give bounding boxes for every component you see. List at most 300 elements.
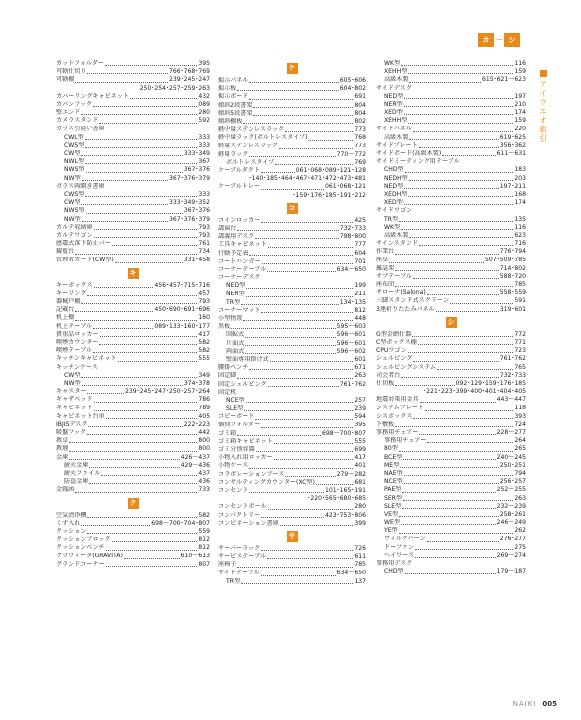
index-subentry (376, 536, 526, 544)
index-subentry (56, 175, 210, 183)
entry-label: キーボックス (56, 281, 93, 289)
entry-label: キッチンキャビネット (56, 355, 117, 363)
index-entry (218, 274, 366, 282)
index-entry (56, 364, 210, 372)
index-entry (376, 273, 526, 281)
page-numbers: ･159･176･185･191･212 (292, 191, 366, 199)
entry-label: クッションベンチ (56, 544, 105, 552)
entry-label: サイドパネル (376, 125, 413, 133)
leader-dots (112, 541, 198, 542)
entry-label: ガラス両開き書庫 (56, 182, 105, 190)
page-numbers: 734 (198, 248, 210, 256)
index-entry (376, 297, 526, 305)
index-subentry (376, 93, 526, 101)
index-subentry (56, 462, 210, 470)
leader-dots (262, 263, 354, 264)
index-subentry (56, 372, 210, 380)
page-numbers: 442 (198, 429, 210, 437)
page-numbers: 089 (198, 100, 210, 108)
page-numbers: 804 (354, 101, 366, 109)
page-numbers: 726 (354, 544, 366, 552)
entry-label: 軽量ステンレスラック (218, 142, 279, 150)
leader-dots (267, 271, 335, 272)
index-entry (376, 306, 526, 314)
page-numbers: 812 (354, 306, 366, 314)
leader-dots (81, 525, 150, 526)
entry-label: 事務用チェアー (384, 437, 427, 445)
leader-dots (81, 303, 197, 304)
leader-dots (255, 419, 353, 420)
page-numbers: ･221･223･399･400･401･404･405 (423, 388, 526, 396)
entry-label: サービステーブル (218, 553, 267, 561)
index-entry (56, 331, 210, 339)
index-entry (218, 487, 366, 495)
leader-dots (408, 196, 513, 197)
leader-dots (437, 369, 513, 370)
entry-label: 机上テーブル (56, 322, 93, 330)
index-entry (56, 437, 210, 445)
entry-label: CW型 (64, 371, 81, 379)
leader-dots (450, 303, 513, 304)
index-subentry (56, 470, 210, 478)
entry-label: WK型 (384, 223, 401, 231)
leader-dots (89, 483, 197, 484)
page-numbers: 699 (354, 446, 366, 454)
leader-dots (261, 312, 353, 313)
page-numbers: 417 (198, 330, 210, 338)
page-numbers: 399 (354, 519, 366, 527)
index-column-3 (376, 60, 526, 576)
entry-label: NWS型 (64, 166, 85, 174)
page-numbers: 116 (514, 223, 526, 231)
page-numbers: 761 (198, 240, 210, 248)
leader-dots (405, 172, 514, 173)
index-entry (376, 347, 526, 355)
page-number: 005 (542, 700, 557, 708)
page-numbers: 436 (198, 478, 210, 486)
leader-dots (267, 558, 353, 559)
entry-label: NCE型 (226, 396, 245, 404)
page-numbers: 425 (354, 216, 366, 224)
page-numbers: 228～277 (496, 429, 526, 437)
entry-label: ボルトレスタイプ (226, 158, 275, 166)
entry-label: 3連折りたたみパネル (376, 305, 435, 313)
leader-dots (249, 492, 324, 493)
leader-dots (85, 139, 198, 140)
leader-dots (261, 575, 336, 576)
page-numbers: 367･376･379 (169, 215, 210, 223)
entry-label: 座布団 (376, 281, 395, 289)
page-numbers: 615･621～623 (481, 76, 526, 84)
index-entry (56, 355, 210, 363)
leader-dots (401, 524, 496, 525)
entry-label: XEHH型 (384, 68, 408, 76)
entry-label: 管理者カード(CW型) (56, 256, 114, 264)
index-entry (218, 102, 366, 110)
page-numbers: 765 (514, 363, 526, 371)
entry-label: NAE型 (384, 470, 403, 477)
index-entry (218, 372, 366, 380)
leader-dots (261, 222, 353, 223)
page-numbers: 723 (514, 347, 526, 355)
entry-label: サイドボード(高級木製) (376, 150, 442, 158)
entry-label: サローナ(Salona) (376, 289, 426, 297)
index-entry (376, 257, 526, 265)
entry-label: コンセントボール (218, 503, 267, 511)
index-entry (56, 520, 210, 528)
page-numbers: 623 (514, 231, 526, 239)
index-entry (218, 118, 366, 126)
index-entry (56, 306, 210, 314)
index-subentry (56, 380, 210, 388)
entry-label: XEHH型 (384, 117, 408, 125)
index-entry (218, 503, 366, 511)
index-entry (218, 241, 366, 249)
leader-dots (275, 164, 353, 165)
entry-label: カットフォルダー (56, 60, 104, 67)
leader-dots (402, 492, 495, 493)
entry-label: 固定シェルビング (218, 380, 267, 388)
entry-label: シェルビングシステム (376, 363, 437, 371)
section-header (218, 531, 366, 542)
index-entry (218, 307, 366, 315)
leader-dots (243, 123, 353, 124)
index-entry (56, 486, 210, 494)
page-numbers: 262 (514, 527, 526, 535)
index-entry (376, 413, 526, 421)
leader-dots (94, 229, 198, 230)
leader-dots (237, 90, 338, 91)
index-entry (376, 207, 526, 215)
page-numbers: 714･802 (499, 264, 526, 272)
index-subentry (376, 503, 526, 511)
entry-label: 座卓 (376, 256, 389, 264)
entry-label: TR型 (226, 577, 241, 585)
index-entry (376, 126, 526, 134)
leader-dots (87, 73, 168, 74)
leader-dots (94, 287, 154, 288)
index-subentry (376, 486, 526, 494)
index-entry (56, 314, 210, 322)
sidebar-square-icon (540, 70, 547, 77)
tab-end-kana: シ (504, 33, 520, 47)
index-subentry (376, 232, 526, 240)
entry-label: 傾斜5段書架 (218, 109, 253, 117)
index-subentry (376, 552, 526, 560)
entry-label: 高級木製 (384, 76, 409, 84)
entry-label: NW型 (64, 174, 81, 182)
page-numbers: 250･251 (499, 461, 526, 469)
leader-dots (69, 442, 197, 443)
index-subentry (376, 101, 526, 109)
entry-label: サイドプレート (376, 141, 418, 149)
entry-label: キャビネット (56, 404, 93, 412)
index-entry-continuation (218, 495, 366, 503)
entry-label: 掲示パネル (218, 77, 249, 84)
section-kana: サ (288, 531, 296, 540)
entry-label: コートハンガー (218, 257, 261, 265)
entry-label: 可動仕切り (56, 68, 87, 76)
page-numbers: 773 (354, 126, 366, 134)
index-entry (56, 93, 210, 101)
index-entry (56, 512, 210, 520)
page-numbers: 395 (354, 421, 366, 429)
index-entry (56, 339, 210, 347)
entry-label: SLE型 (384, 502, 402, 510)
entry-label: 感震式落下防止バー (56, 240, 111, 248)
page-numbers: 594 (354, 413, 366, 421)
index-entry (218, 250, 366, 258)
page-numbers: 092･129･159･176･185 (455, 379, 526, 387)
entry-label: XED型 (384, 109, 403, 117)
entry-label: ゴミ箱 (218, 429, 237, 437)
page-numbers: 356･362 (499, 141, 526, 149)
index-entry (56, 553, 210, 561)
leader-dots (285, 131, 353, 132)
section-header (218, 63, 366, 74)
index-entry (218, 233, 366, 241)
page-numbers: 634～650 (336, 265, 366, 273)
leader-dots (427, 294, 499, 295)
index-entry (218, 430, 366, 438)
page-numbers: 732･733 (499, 371, 526, 379)
index-subentry (56, 191, 210, 199)
index-entry (218, 93, 366, 101)
leader-dots (419, 434, 495, 435)
entry-label: サイドミーティング用テーブル (376, 158, 460, 166)
index-entry (376, 364, 526, 372)
index-entry (56, 429, 210, 437)
leader-dots (88, 426, 182, 427)
leader-dots (395, 270, 498, 271)
entry-label: CWS型 (64, 141, 85, 149)
leader-dots (389, 262, 484, 263)
entry-label: WE型 (384, 519, 400, 527)
entry-label: CPUワゴン (376, 347, 407, 355)
page-numbers: 256･257 (499, 478, 526, 486)
index-entry (56, 347, 210, 355)
page-numbers: 793 (198, 223, 210, 231)
page-numbers: 611～631 (496, 150, 526, 158)
index-entry (376, 142, 526, 150)
index-entry (218, 381, 366, 389)
index-subentry (56, 216, 210, 224)
leader-dots (279, 148, 353, 149)
leader-dots (81, 377, 197, 378)
index-entry (56, 68, 210, 76)
entry-label: サーバーラック (218, 544, 261, 552)
page-numbers: 770～772 (336, 150, 366, 158)
leader-dots (404, 204, 514, 205)
leader-dots (261, 189, 324, 190)
entry-label: 仕切板 (376, 379, 395, 387)
index-subentry (376, 478, 526, 486)
leader-dots (249, 369, 353, 370)
page-numbers: 263 (514, 494, 526, 502)
index-entry (376, 289, 526, 297)
leader-dots (86, 172, 183, 173)
index-subentry (56, 134, 210, 142)
index-entry (56, 117, 210, 125)
page-numbers: 269～274 (496, 551, 526, 559)
page-numbers: 239･245･247･250･257･264 (124, 388, 210, 396)
leader-dots (401, 65, 513, 66)
leader-dots (93, 352, 197, 353)
entry-label: ME型 (384, 461, 400, 469)
page-numbers: 405 (198, 412, 210, 420)
leader-dots (75, 254, 197, 255)
page-numbers: 777 (354, 241, 366, 249)
index-entry (218, 315, 366, 323)
leader-dots (93, 106, 197, 107)
tab-dash: － (496, 36, 503, 44)
index-subentry (376, 519, 526, 527)
entry-label: 机上棚 (56, 314, 75, 322)
section-header (56, 498, 210, 509)
entry-label: 三脚スタンド式スクリーン (376, 297, 450, 305)
entry-label: ゴミ分別容器 (218, 446, 255, 454)
page-numbers: 768 (354, 134, 366, 142)
leader-dots (395, 385, 454, 386)
page-numbers: 393 (514, 412, 526, 420)
index-subentry (376, 216, 526, 224)
entry-label: クッション (56, 527, 87, 535)
page-numbers: 089･133･160･177 (154, 322, 210, 330)
entry-label: コンパクトリー (218, 511, 261, 519)
entry-label: CHD型 (384, 166, 404, 174)
leader-dots (246, 296, 354, 297)
entry-label: C型ボックス棚 (376, 339, 417, 346)
page-numbers: 275 (514, 543, 526, 551)
leader-dots (399, 516, 499, 517)
index-entry (376, 240, 526, 248)
index-subentry (376, 68, 526, 76)
index-entry (218, 258, 366, 266)
page-numbers: 257 (354, 396, 366, 404)
page-numbers: 239 (354, 405, 366, 413)
page-numbers: 423･753･806 (325, 511, 366, 519)
index-entry (376, 560, 526, 568)
index-entry (218, 266, 366, 274)
leader-dots (419, 147, 499, 148)
entry-label: 事務用デスク (376, 560, 413, 568)
entry-label: システムプレート (376, 404, 424, 412)
leader-dots (268, 509, 354, 510)
page-numbers: 698～700･807 (321, 429, 366, 437)
page-numbers: 168 (514, 191, 526, 198)
page-numbers: 812 (198, 544, 210, 552)
index-entry (218, 143, 366, 151)
page-numbers: 681 (354, 478, 366, 486)
page-numbers: 137 (354, 577, 366, 585)
index-entry (56, 183, 210, 191)
entry-label: カルテ収納庫 (56, 223, 93, 231)
page-numbers: 611 (354, 553, 366, 561)
entry-label: CWL型 (64, 133, 84, 141)
page-numbers: 160 (198, 314, 210, 322)
entry-label: 傾斜2段書架 (218, 101, 253, 109)
entry-label: BCE型 (384, 453, 403, 461)
index-entry (56, 126, 210, 134)
leader-dots (261, 517, 324, 518)
page-numbers: 771 (514, 339, 526, 346)
entry-label: 教壇 (56, 445, 69, 453)
page-numbers: 443～447 (496, 396, 526, 404)
entry-label: サイドワゴン (376, 207, 413, 215)
page-numbers: 766･768･769 (169, 68, 210, 76)
page-numbers: 619･625 (499, 133, 526, 141)
index-entry-continuation (376, 388, 526, 396)
index-entry (56, 298, 210, 306)
leader-dots (261, 550, 353, 551)
index-entry (218, 462, 366, 470)
index-entry (56, 405, 210, 413)
index-entry (56, 388, 210, 396)
leader-dots (420, 402, 496, 403)
leader-dots (237, 567, 353, 568)
entry-label: ガラス引違い書庫 (56, 125, 105, 133)
page-numbers: 596～601 (336, 331, 366, 339)
entry-label: 地震対策用金具 (376, 396, 419, 404)
page-numbers: 426～437 (180, 453, 210, 461)
index-entry (218, 389, 366, 397)
leader-dots (270, 361, 354, 362)
page-numbers: 802 (354, 117, 366, 125)
entry-label: ドーファン (384, 543, 415, 551)
index-entry (218, 454, 366, 462)
entry-label: 個別フォルダー (218, 421, 261, 429)
index-subentry (218, 356, 366, 364)
index-entry (218, 364, 366, 372)
section-header (376, 317, 526, 328)
entry-label: G型金網什器 (376, 330, 412, 338)
entry-label: キャビネット台車 (56, 412, 105, 420)
leader-dots (308, 140, 353, 141)
index-entry (218, 561, 366, 569)
page-numbers: 671 (354, 364, 366, 372)
page-numbers: 159 (514, 117, 526, 125)
index-entry (218, 438, 366, 446)
index-subentry (376, 76, 526, 84)
index-entry (56, 528, 210, 536)
leader-dots (118, 361, 198, 362)
index-entry (56, 413, 210, 421)
page-numbers: 772 (514, 330, 526, 338)
page-numbers: 582 (198, 347, 210, 355)
page-numbers: 174 (514, 109, 526, 117)
index-entry (376, 248, 526, 256)
leader-dots (93, 328, 153, 329)
leader-dots (413, 361, 498, 362)
page-numbers: 183 (514, 166, 526, 174)
section-kana: ク (129, 498, 137, 507)
entry-label: シェルビング (376, 355, 413, 363)
leader-dots (237, 230, 338, 231)
index-entry (56, 421, 210, 429)
entry-label: コンセント (218, 487, 249, 494)
page-numbers: 401 (354, 462, 366, 470)
index-subentry (376, 437, 526, 445)
entry-label: WK型 (384, 60, 401, 67)
leader-dots (245, 353, 335, 354)
leader-dots (231, 328, 335, 329)
entry-label: ケーブルトレー (218, 183, 261, 191)
index-entry-continuation (218, 192, 366, 200)
entry-label: 事務用チェアー (376, 429, 419, 437)
entry-label: NWL型 (64, 158, 85, 166)
index-entry (218, 77, 366, 85)
page-numbers: 793 (198, 231, 210, 239)
